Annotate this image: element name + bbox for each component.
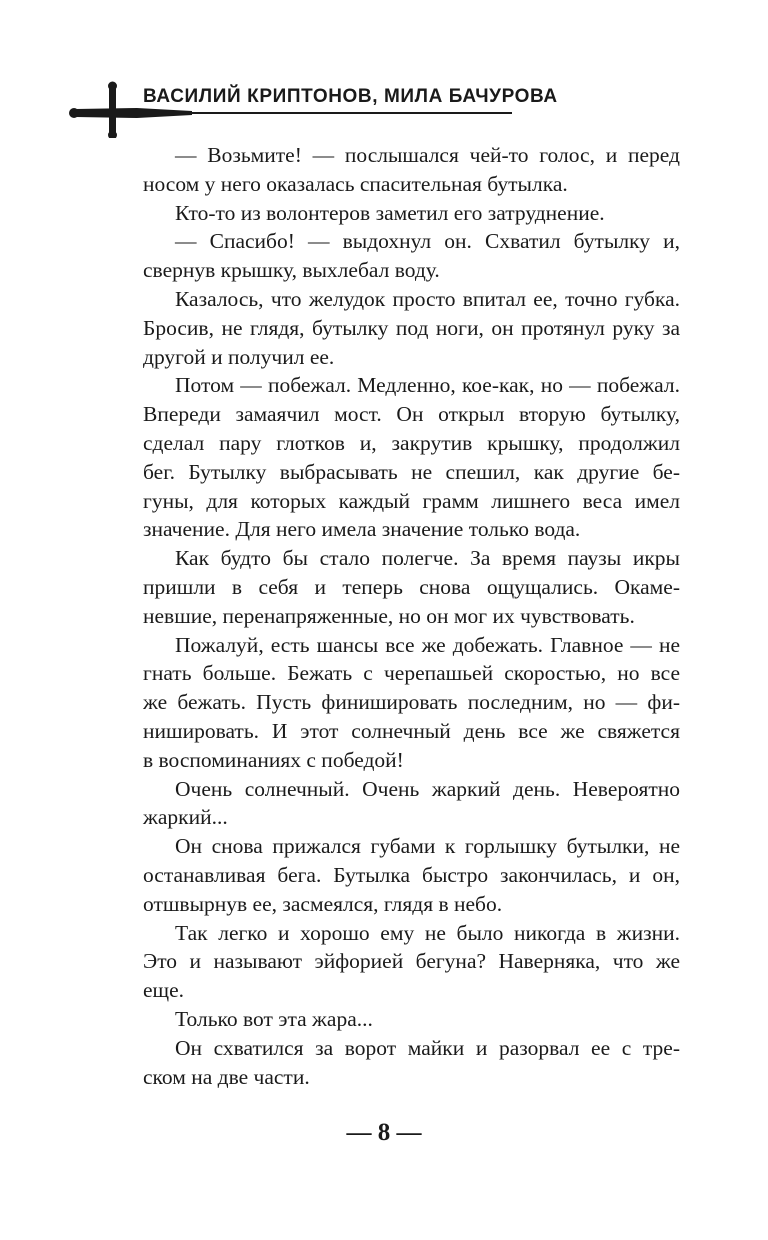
text-line: отшвырнув ее, засмеялся, глядя в небо.: [143, 891, 503, 916]
text-line: же бежать. Пусть финишировать последним, но — фи-: [143, 690, 680, 715]
text-line: ском на две части.: [143, 1064, 310, 1089]
text-line: Очень солнечный. Очень жаркий день. Невероятно: [175, 776, 680, 801]
text-line: в воспоминаниях с победой!: [143, 747, 404, 772]
text-line: Кто-то из волонтеров заметил его затруднение.: [175, 200, 605, 225]
page-number: — 8 —: [346, 1119, 422, 1146]
text-line: — Спасибо! — выдохнул он. Схватил бутылку и,: [175, 229, 680, 254]
text-line: еще.: [143, 978, 185, 1003]
text-line: Только вот эта жара...: [175, 1006, 373, 1031]
text-line: Впереди замаячил мост. Он открыл вторую бутылку,: [143, 402, 680, 427]
text-line: Потом — побежал. Медленно, кое-как, но — побежал.: [175, 373, 680, 398]
page-body-text: [143, 141, 680, 1091]
text-line: Казалось, что желудок просто впитал ее, точно губка.: [175, 286, 680, 311]
text-line: — Возьмите! — послышался чей-то голос, и перед: [175, 143, 680, 167]
text-line: невшие, перенапряженные, но он мог их чувствовать.: [143, 603, 635, 628]
text-line: пришли в себя и теперь снова ощущались. Окаме-: [143, 574, 680, 599]
text-line: гнать больше. Бежать с черепашьей скоростью, но все: [143, 661, 680, 686]
text-line: носом у него оказалась спасительная бутылка.: [143, 171, 568, 196]
book-authors-title: ВАСИЛИЙ КРИПТОНОВ, МИЛА БАЧУРОВА: [143, 86, 558, 107]
text-line: нишировать. И этот солнечный день все же свяжется: [143, 718, 680, 743]
text-line: сделал пару глотков и, закрутив крышку, продолжил: [143, 430, 680, 455]
text-line: Это и называют эйфорией бегуна? Наверняка, что же: [143, 949, 680, 974]
text-line: останавливая бега. Бутылка быстро закончилась, и он,: [143, 862, 680, 887]
text-line: значение. Для него имела значение только вода.: [143, 517, 581, 542]
text-line: бег. Бутылку выбрасывать не спешил, как другие бе-: [143, 459, 680, 484]
text-line: жаркий...: [143, 805, 228, 830]
text-line: свернув крышку, выхлебал воду.: [143, 258, 440, 283]
text-line: другой и получил ее.: [143, 344, 335, 369]
text-line: Бросив, не глядя, бутылку под ноги, он протянул руку за: [143, 315, 680, 340]
text-line: Пожалуй, есть шансы все же добежать. Главное — не: [175, 632, 680, 657]
text-line: Он снова прижался губами к горлышку бутылки, не: [175, 834, 680, 859]
text-line: Так легко и хорошо ему не было никогда в жизни.: [175, 920, 680, 945]
text-line: гуны, для которых каждый грамм лишнего веса имел: [143, 488, 680, 513]
text-line: Как будто бы стало полегче. За время паузы икры: [175, 546, 680, 571]
running-header: [0, 0, 768, 140]
text-line: Он схватился за ворот майки и разорвал ее с тре-: [175, 1035, 680, 1060]
